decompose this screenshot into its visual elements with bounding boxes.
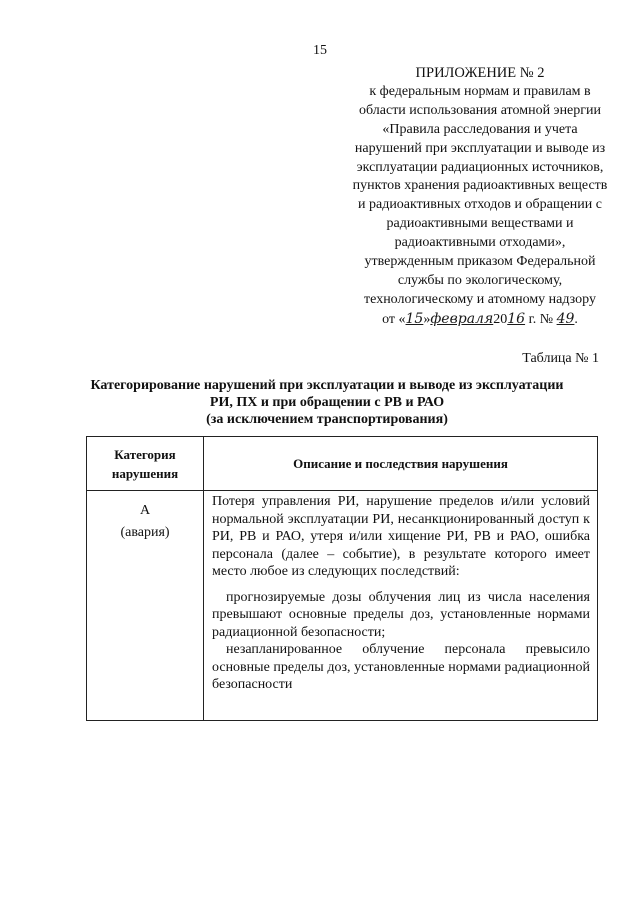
header-category: Категория нарушения xyxy=(87,437,204,491)
appendix-title: ПРИЛОЖЕНИЕ № 2 xyxy=(415,65,545,81)
date-suffix: г. № xyxy=(525,311,554,327)
category-note: (авария) xyxy=(120,525,170,540)
table-heading xyxy=(60,377,594,428)
appendix-line: радиоактивными отходами», xyxy=(394,235,566,251)
table-label: Таблица № 1 xyxy=(522,351,599,366)
appendix-line: эксплуатации радиационных источников, xyxy=(356,159,604,175)
violations-table xyxy=(86,436,598,721)
consequence-item: незапланированное облучение персонала превысило основные пределы доз, установленные нормами радиационной безопасности xyxy=(212,642,590,692)
page-number: 15 xyxy=(313,43,327,58)
appendix-block xyxy=(330,64,630,330)
consequence-item: прогнозируемые дозы облучения лиц из числа населения превышают основные пределы доз, установленные нормами радиационной безопасности; xyxy=(212,589,590,640)
appendix-line: службы по экологическому, xyxy=(397,272,563,288)
heading-line: РИ, ПХ и при обращении с РВ и РАО xyxy=(209,395,445,410)
appendix-line: пунктов хранения радиоактивных веществ xyxy=(352,178,608,194)
heading-line: Категорирование нарушений при эксплуатации и выводе из эксплуатации xyxy=(90,378,564,393)
appendix-line: технологическому и атомному надзору xyxy=(364,291,596,307)
date-end: . xyxy=(574,311,578,327)
order-date-line xyxy=(330,310,630,330)
heading-line: (за исключением транспортирования) xyxy=(206,412,448,427)
appendix-line: и радиоактивных отходов и обращении с xyxy=(357,197,602,213)
appendix-line: радиоактивными веществами и xyxy=(386,216,574,232)
appendix-line: утвержденным приказом Федеральной xyxy=(364,254,596,270)
table-header-row xyxy=(87,437,598,491)
description-cell xyxy=(204,491,598,721)
date-separator: » xyxy=(423,311,431,327)
appendix-line: области использования атомной энергии xyxy=(359,102,601,118)
year-prefix: 20 xyxy=(493,311,508,327)
handwritten-order-number: 49 xyxy=(556,310,575,327)
date-prefix: от « xyxy=(382,311,406,327)
appendix-line: нарушений при эксплуатации и выводе из xyxy=(354,140,606,156)
description-text: Потеря управления РИ, нарушение пределов и/или условий нормальной эксплуатации РИ, несанкционированный доступ к РИ, РВ и РАО, утеря и/или хищение РИ, РВ и РАО, ошибка персонала (далее – событие), в результате которого имеет место любое из следующих последствий: xyxy=(212,494,590,579)
handwritten-year: 16 xyxy=(507,310,526,327)
header-description: Описание и последствия нарушения xyxy=(204,437,598,491)
handwritten-month: февраля xyxy=(430,310,494,327)
appendix-line: «Правила расследования и учета xyxy=(382,121,578,137)
category-cell xyxy=(87,491,204,721)
handwritten-day: 15 xyxy=(405,310,424,327)
table-row xyxy=(87,491,598,721)
appendix-line: к федеральным нормам и правилам в xyxy=(369,83,591,99)
category-code: А xyxy=(139,503,151,518)
